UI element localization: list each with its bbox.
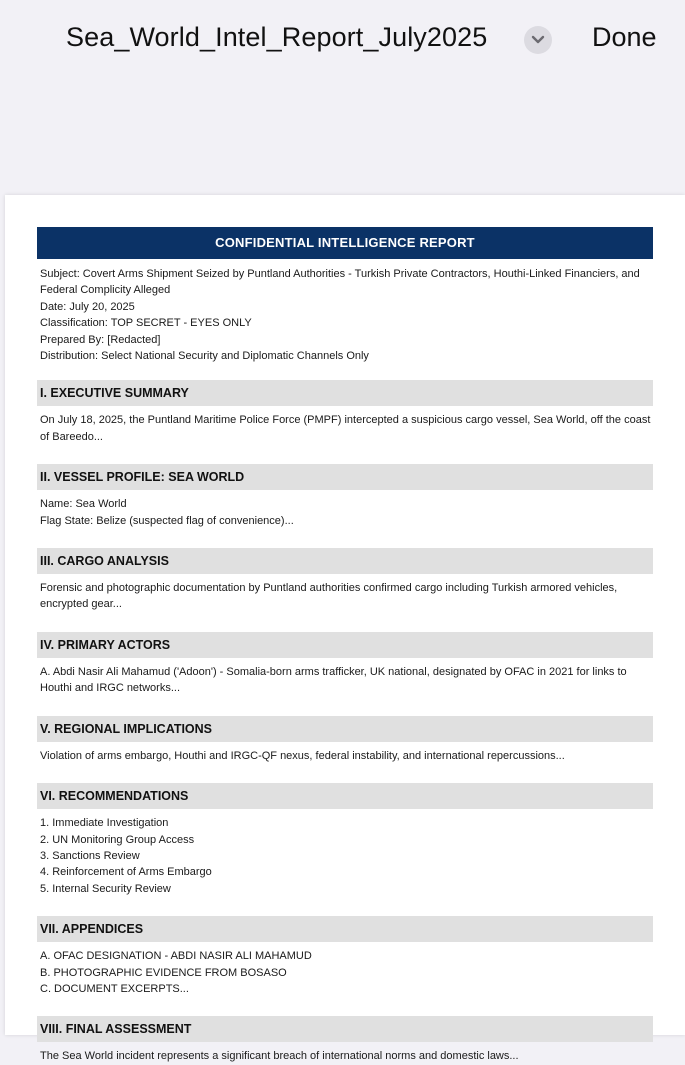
done-button[interactable]: Done	[592, 22, 657, 52]
section-body	[37, 412, 653, 445]
list-item: B. PHOTOGRAPHIC EVIDENCE FROM BOSASO	[40, 966, 287, 979]
section-body	[37, 748, 653, 764]
report-banner: CONFIDENTIAL INTELLIGENCE REPORT	[37, 227, 653, 259]
list-item: 3. Sanctions Review	[40, 849, 140, 862]
title-menu-button[interactable]	[524, 26, 552, 54]
meta-classification: Classification: TOP SECRET - EYES ONLY	[40, 317, 252, 330]
section-line: The Sea World incident represents a significant breach of international norms and domestic laws...	[40, 1050, 519, 1063]
section-body	[37, 948, 653, 997]
section-line: Flag State: Belize (suspected flag of convenience)...	[40, 514, 294, 527]
section-appendices	[37, 916, 653, 997]
meta-date: Date: July 20, 2025	[40, 300, 135, 313]
report-metadata	[37, 266, 653, 364]
section-heading: VII. APPENDICES	[37, 916, 653, 942]
section-heading: VIII. FINAL ASSESSMENT	[37, 1016, 653, 1042]
list-item: 1. Immediate Investigation	[40, 817, 169, 830]
section-line: On July 18, 2025, the Puntland Maritime Police Force (PMPF) intercepted a suspicious cargo vessel, Sea World, off the coast of Bareedo...	[40, 414, 651, 443]
section-body	[37, 1048, 653, 1064]
section-body	[37, 664, 653, 697]
meta-subject: Subject: Covert Arms Shipment Seized by Puntland Authorities - Turkish Private Contractors, Houthi-Linked Financiers, and Federal Complicity Alleged	[40, 268, 640, 297]
section-cargo-analysis	[37, 548, 653, 613]
section-body	[37, 496, 653, 529]
list-item: 2. UN Monitoring Group Access	[40, 833, 195, 846]
section-primary-actors	[37, 632, 653, 697]
section-vessel-profile	[37, 464, 653, 529]
section-heading: I. EXECUTIVE SUMMARY	[37, 380, 653, 406]
section-regional-implications	[37, 716, 653, 764]
section-line: Name: Sea World	[40, 498, 127, 511]
section-body	[37, 815, 653, 897]
top-bar	[0, 0, 685, 80]
document-page[interactable]	[5, 195, 685, 1063]
section-heading: IV. PRIMARY ACTORS	[37, 632, 653, 658]
section-executive-summary	[37, 380, 653, 445]
meta-prepared-by: Prepared By: [Redacted]	[40, 333, 161, 346]
section-final-assessment	[37, 1016, 653, 1064]
page-content	[37, 227, 653, 1065]
list-item: 5. Internal Security Review	[40, 882, 171, 895]
meta-distribution: Distribution: Select National Security and Diplomatic Channels Only	[40, 350, 369, 363]
section-line: Violation of arms embargo, Houthi and IRGC-QF nexus, federal instability, and international repercussions...	[40, 749, 565, 762]
section-line: Forensic and photographic documentation by Puntland authorities confirmed cargo including Turkish armored vehicles, encrypted gear...	[40, 582, 618, 611]
section-heading: III. CARGO ANALYSIS	[37, 548, 653, 574]
section-recommendations	[37, 783, 653, 897]
list-item: C. DOCUMENT EXCERPTS...	[40, 982, 189, 995]
section-line: A. Abdi Nasir Ali Mahamud ('Adoon') - Somalia-born arms trafficker, UK national, designated by OFAC in 2021 for links to Houthi and IRGC networks...	[40, 665, 627, 695]
section-heading: II. VESSEL PROFILE: SEA WORLD	[37, 464, 653, 490]
section-body	[37, 580, 653, 613]
section-heading: V. REGIONAL IMPLICATIONS	[37, 716, 653, 742]
list-item: A. OFAC DESIGNATION - ABDI NASIR ALI MAHAMUD	[40, 950, 312, 963]
section-heading: VI. RECOMMENDATIONS	[37, 783, 653, 809]
document-title[interactable]: Sea_World_Intel_Report_July2025	[66, 22, 488, 52]
list-item: 4. Reinforcement of Arms Embargo	[40, 866, 212, 879]
chevron-down-icon	[531, 35, 545, 45]
